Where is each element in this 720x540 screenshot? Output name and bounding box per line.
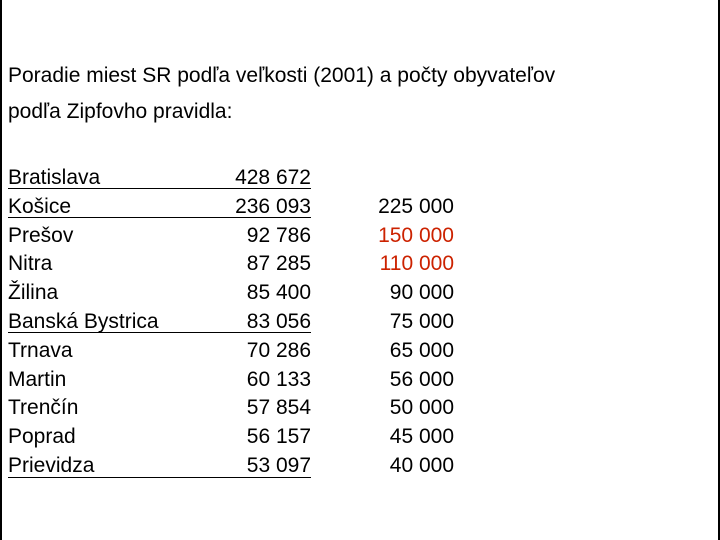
population-value: 83 056: [246, 309, 311, 333]
city-name: Banská Bystrica: [8, 309, 159, 333]
population-value: 53 097: [246, 453, 311, 477]
zipf-value: 50 000: [389, 396, 454, 420]
population-value: 428 672: [235, 166, 311, 189]
population-value: 56 157: [246, 425, 311, 449]
city-name: Trnava: [8, 338, 73, 362]
city-name: Prešov: [8, 223, 74, 247]
zipf-value: 150 000: [378, 223, 454, 247]
zipf-value: 40 000: [389, 453, 454, 477]
population-value: 87 285: [246, 252, 311, 276]
population-value: 57 854: [246, 396, 311, 420]
population-value: 70 286: [246, 338, 311, 362]
city-name: Žilina: [8, 281, 59, 305]
zipf-value: 90 000: [389, 281, 454, 305]
city-name: Prievidza: [8, 453, 95, 477]
population-value: 92 786: [246, 223, 311, 247]
zipf-value: 110 000: [379, 252, 454, 276]
population-value: 236 093: [235, 194, 311, 218]
city-name: Poprad: [8, 425, 76, 449]
zipf-value: 75 000: [389, 309, 454, 333]
title-line-1: Poradie miest SR podľa veľkosti (2001) a počty obyvateľov: [8, 64, 556, 87]
population-column: [8, 164, 311, 481]
zipf-value: 225 000: [378, 194, 454, 218]
page-title: [8, 58, 708, 130]
title-line-2: podľa Zipfovho pravidla:: [8, 100, 233, 123]
population-value: 60 133: [246, 367, 311, 391]
city-name: Martin: [8, 367, 67, 391]
population-value: 85 400: [246, 281, 311, 305]
city-name: Košice: [8, 194, 72, 218]
zipf-column: [370, 193, 454, 481]
zipf-value: 45 000: [389, 425, 454, 449]
city-name: Trenčín: [8, 396, 79, 420]
city-name: Nitra: [8, 252, 53, 276]
row-underline-prievidza: [8, 477, 311, 478]
row-underline-bratislava: [8, 188, 311, 189]
zipf-value: 56 000: [389, 367, 454, 391]
city-name: Bratislava: [8, 166, 101, 189]
row-underline-banska-bystrica: [8, 332, 311, 333]
zipf-value: 65 000: [389, 338, 454, 362]
row-underline-kosice: [8, 217, 311, 218]
